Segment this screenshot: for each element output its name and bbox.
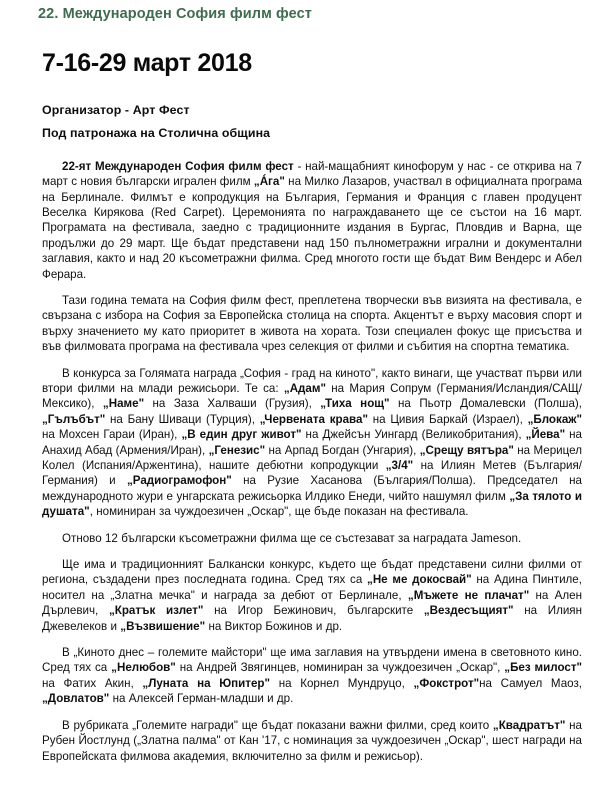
balkan-text-1: Ще има и традиционният Балкански конкурс, където ще бъдат представени силни филми от региона, създадени през последната година. Сред тях са <box>42 558 582 587</box>
masters-text-1: В „Киното днес – големите майстори" ще има заглавия на утвърдени имена в световното кино. Сред тях са <box>42 646 582 675</box>
organizer-line: Организатор - Арт Фест <box>42 102 190 117</box>
comp-text-10: на Арпад Богдан (Унгария), <box>265 443 420 457</box>
film-title-kvadratat: „Квадратът" <box>492 718 566 732</box>
comp-text-8: на Джейсън Уингард (Великобритания), <box>301 428 526 442</box>
film-title-aga: „Áга" <box>253 175 285 189</box>
awards-text-2: на Рубен Йостлунд („Златна палма" от Кан '17, с номинация за чуждоезичен „Оскар", шест награди на Европейската филмова академия, включително за филм и режисьор). <box>42 718 582 763</box>
comp-text-2: на Мария Сопрум (Германия/Исландия/САЩ/Мексико), <box>42 381 583 411</box>
film-title-vazvishenie: „Възвишение" <box>120 619 206 633</box>
masters-text-6: на Алексей Герман-младши и др. <box>109 692 294 706</box>
paragraph-theme: Тази година темата на София филм фест, преплетена творчески във визията на фестивала, е свързана с избора на София за Европейска столица на спорта. Акцентът е върху масовия спорт и върху значението му като приоритет в живота на хората. Този специален фокус ще присъства и във филмовата програма на фестивала чрез селекция от филми и събития на спортна тематика. <box>42 293 582 354</box>
film-title-fokstrot: „Фокстрот" <box>413 676 480 690</box>
balkan-text-2: на Адина Пинтиле, носител на „Златна мечка" и награда за дебют от Берлинале, <box>42 573 582 602</box>
patronage-line: Под патронажа на Столична община <box>42 126 271 141</box>
paragraph-intro <box>42 159 582 282</box>
comp-text-1: В конкурса за Голямата награда „София - град на киното", както винаги, ще участват първи или втори филми на млади режисьори. Те са: <box>42 366 582 395</box>
comp-text-14: , номиниран за чуждоезичен „Оскар", ще бъде показан на фестивала. <box>89 505 469 519</box>
paragraph-balkan-competition <box>42 557 582 634</box>
comp-text-3: на Заза Халваши (Грузия), <box>144 397 321 411</box>
film-title-lunata-na-yupiter: „Луната на Юпитер" <box>142 676 270 690</box>
film-title-blokazh: „Блокаж" <box>527 412 582 426</box>
body-copy <box>42 159 582 764</box>
organizer-block <box>42 104 586 140</box>
film-title-name: „Наме" <box>102 397 145 411</box>
film-title-ne-me-dokosvay: „Не ме докосвай" <box>367 573 472 587</box>
film-title-za-tyaloto-i-dushata: „За тялото и душата" <box>42 489 582 519</box>
film-title-mazhete-ne-plachat: „Мъжете не плачат" <box>407 588 530 602</box>
film-title-radiogramofon: „Радиограмофон" <box>126 474 232 488</box>
masters-text-5: на Самуел Маоз, <box>479 676 583 690</box>
paragraph-masters <box>42 645 582 707</box>
film-title-genezis: „Генезис" <box>208 443 266 457</box>
comp-text-4: на Пьотр Домалевски (Полша), <box>389 397 583 411</box>
intro-text-1: - най-мащабният кинофорум у нас - се открива на 7 март с новия български игрален филм <box>42 159 583 189</box>
paragraph-main-competition <box>42 366 582 520</box>
awards-text-1: В рубриката „Големите награди" ще бъдат показани важни филми, сред които <box>62 718 493 732</box>
comp-text-7: на Мохсен Гараи (Иран), <box>42 428 182 442</box>
film-title-bez-milost: „Без милост" <box>504 661 583 675</box>
date-heading: 7-16-29 март 2018 <box>42 49 252 78</box>
lead-bold-title: 22-ят Международен София филм фест <box>62 159 294 173</box>
film-title-chervenata-krava: „Червената крава" <box>259 412 368 426</box>
comp-text-12: на Илиян Метев (България/Германия) и <box>42 459 582 488</box>
paragraph-big-awards <box>42 718 582 764</box>
film-title-yeva: „Йева" <box>525 428 566 442</box>
film-title-adam: „Адам" <box>283 381 326 395</box>
film-title-vezdesashtiyat: „Вездесъщият" <box>423 604 514 618</box>
film-title-nelyubov: „Нелюбов" <box>111 661 176 675</box>
film-title-galabat: „Гълъбът" <box>42 412 106 426</box>
comp-text-6: на Цивия Баркай (Израел), <box>367 412 528 426</box>
film-title-tiha-nosht: „Тиха нощ" <box>320 397 390 411</box>
balkan-text-6: на Виктор Божинов и др. <box>205 619 343 633</box>
film-title-3-4: „3/4" <box>385 459 414 473</box>
film-title-v-edin-drug-zhivot: „В един друг живот" <box>181 428 302 442</box>
masters-text-2: на Андрей Звягинцев, номиниран за чуждоезичен „Оскар", <box>175 661 505 675</box>
film-title-sreshtu-vyatara: „Срещу вятъра" <box>419 443 514 457</box>
festival-title: 22. Международен София филм фест <box>38 6 312 22</box>
paragraph-jameson: Отново 12 български късометражни филма ще се състезават за наградата Jameson. <box>62 531 522 545</box>
film-title-kratak-izlet: „Кратък излет" <box>108 604 204 618</box>
film-title-dovlatov: „Довлатов" <box>42 692 110 706</box>
comp-text-13: на Рузие Хасанова (България/Полша). Председател на международното жури е унгарската режисьорка Илдико Енеди, чийто нашумял филм <box>42 474 583 503</box>
balkan-text-4: на Игор Бежинович, българските <box>203 604 424 618</box>
intro-text-2: на Милко Лазаров, участвал в официалната програма на Берлинале. Филмът е копродукция на България, Германия и Франция с главен продуцент Веселка Кирякова (Red Carpet). Церемонията по награждаването ще се състои на 16 март. Програмата на фестивала, заедно с традиционните издания в Бургас, Пловдив и Варна, ще продължи до 29 март. Ще бъдат представени над 150 пълнометражни игрални и документални заглавия, както и над 20 късометражни филма. Сред многото гости ще бъдат Вим Вендерс и Абел Ферара. <box>42 175 583 281</box>
masters-text-3: на Фатих Акин, <box>42 676 143 690</box>
comp-text-11: на Мерицел Колел (Испания/Аржентина), нашите дебютни копродукции <box>42 443 582 473</box>
balkan-text-5: на Илиян Джевелеков и <box>42 604 582 633</box>
balkan-text-3: на Ален Дърлевич, <box>42 588 582 618</box>
comp-text-5: на Бану Шиваци (Турция), <box>105 412 260 426</box>
masters-text-4: на Корнел Мундруцо, <box>270 676 414 690</box>
comp-text-9: на Анахид Абад (Армения/Иран), <box>42 428 582 457</box>
